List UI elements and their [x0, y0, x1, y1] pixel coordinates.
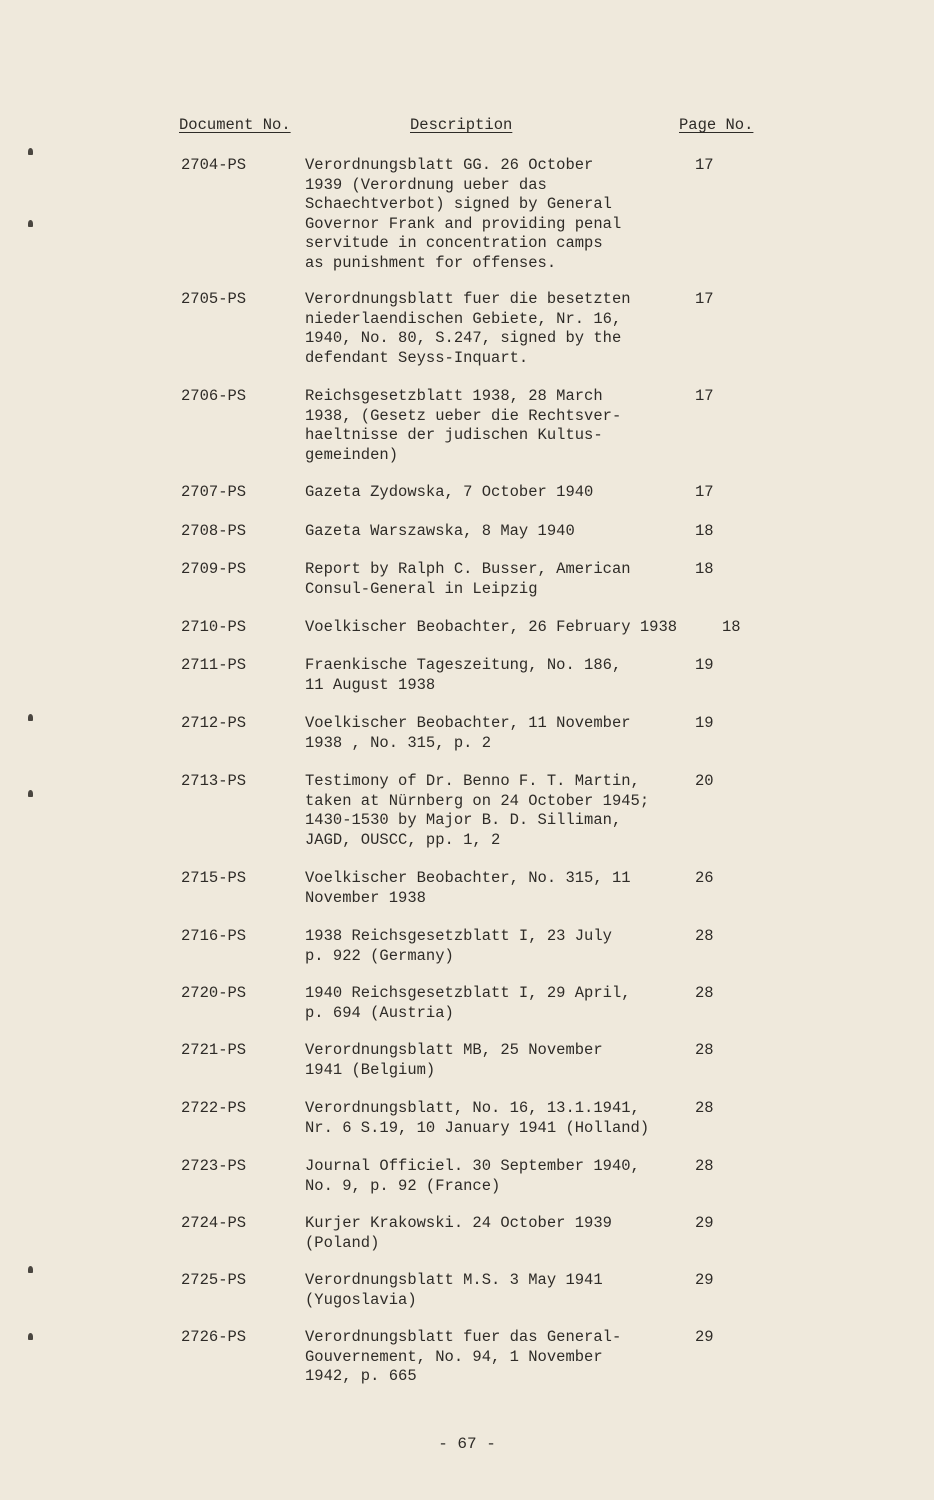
margin-ink-mark: [28, 1333, 33, 1340]
page-number: 26: [695, 869, 714, 887]
margin-ink-mark: [28, 790, 33, 797]
header-description: Description: [410, 116, 513, 134]
document-number: 2722-PS: [181, 1099, 247, 1117]
footer-page-number: - 67 -: [438, 1435, 496, 1453]
description: Verordnungsblatt GG. 26 October 1939 (Verordnung ueber das Schaechtverbot) signed by General Governor Frank and providing penal servitude in concentration camps as punishment for offenses.: [305, 156, 622, 272]
page-number: 19: [695, 656, 714, 674]
document-number: 2715-PS: [181, 869, 247, 887]
description: Voelkischer Beobachter, 11 November 1938 , No. 315, p. 2: [305, 714, 631, 752]
margin-ink-mark: [28, 1266, 33, 1273]
page-number: 17: [695, 156, 714, 174]
document-number: 2724-PS: [181, 1214, 247, 1232]
document-number: 2720-PS: [181, 984, 247, 1002]
document-number: 2709-PS: [181, 560, 247, 578]
document-number: 2704-PS: [181, 156, 247, 174]
page-number: 20: [695, 772, 714, 790]
description: Testimony of Dr. Benno F. T. Martin, taken at Nürnberg on 24 October 1945; 1430-1530 by Major B. D. Silliman, JAGD, OUSCC, pp. 1, 2: [305, 772, 650, 849]
page-number: 17: [695, 483, 714, 501]
document-number: 2710-PS: [181, 618, 247, 636]
document-number: 2721-PS: [181, 1041, 247, 1059]
page-number: 19: [695, 714, 714, 732]
page-number: 28: [695, 984, 714, 1002]
page-number: 29: [695, 1214, 714, 1232]
description: Reichsgesetzblatt 1938, 28 March 1938, (Gesetz ueber die Rechtsver- haeltnisse der judischen Kultus- gemeinden): [305, 387, 622, 464]
document-number: 2713-PS: [181, 772, 247, 790]
document-number: 2711-PS: [181, 656, 247, 674]
document-number: 2707-PS: [181, 483, 247, 501]
description: Voelkischer Beobachter, No. 315, 11 November 1938: [305, 869, 631, 907]
margin-ink-mark: [28, 148, 33, 155]
page-number: 17: [695, 387, 714, 405]
page-number: 18: [695, 560, 714, 578]
page-number: 28: [695, 1099, 714, 1117]
page-number: 29: [695, 1271, 714, 1289]
page-number: 28: [695, 1041, 714, 1059]
description: Verordnungsblatt MB, 25 November 1941 (Belgium): [305, 1041, 603, 1079]
header-page-no: Page No.: [679, 116, 754, 134]
description: 1938 Reichsgesetzblatt I, 23 July p. 922 (Germany): [305, 927, 612, 965]
description: Gazeta Zydowska, 7 October 1940: [305, 483, 594, 501]
document-number: 2706-PS: [181, 387, 247, 405]
description: Kurjer Krakowski. 24 October 1939 (Poland): [305, 1214, 612, 1252]
description: Verordnungsblatt fuer das General- Gouvernement, No. 94, 1 November 1942, p. 665: [305, 1328, 622, 1385]
description: Verordnungsblatt M.S. 3 May 1941 (Yugoslavia): [305, 1271, 603, 1309]
document-number: 2716-PS: [181, 927, 247, 945]
page-number: 18: [695, 522, 714, 540]
document-number: 2725-PS: [181, 1271, 247, 1289]
description: Voelkischer Beobachter, 26 February 1938: [305, 618, 678, 636]
margin-ink-mark: [28, 714, 33, 721]
description: Verordnungsblatt fuer die besetzten niederlaendischen Gebiete, Nr. 16, 1940, No. 80, S.247, signed by the defendant Seyss-Inquart.: [305, 290, 631, 367]
document-number: 2726-PS: [181, 1328, 247, 1346]
margin-ink-mark: [28, 220, 33, 227]
page-number: 28: [695, 927, 714, 945]
page-number: 17: [695, 290, 714, 308]
document-number: 2712-PS: [181, 714, 247, 732]
document-number: 2723-PS: [181, 1157, 247, 1175]
page-number: 29: [695, 1328, 714, 1346]
document-number: 2708-PS: [181, 522, 247, 540]
description: Journal Officiel. 30 September 1940, No. 9, p. 92 (France): [305, 1157, 640, 1195]
description: Report by Ralph C. Busser, American Consul-General in Leipzig: [305, 560, 631, 598]
description: Verordnungsblatt, No. 16, 13.1.1941, Nr. 6 S.19, 10 January 1941 (Holland): [305, 1099, 650, 1137]
description: Fraenkische Tageszeitung, No. 186, 11 August 1938: [305, 656, 622, 694]
page-number: 18: [722, 618, 741, 636]
header-document-no: Document No.: [179, 116, 291, 134]
page-number: 28: [695, 1157, 714, 1175]
document-number: 2705-PS: [181, 290, 247, 308]
description: 1940 Reichsgesetzblatt I, 29 April, p. 694 (Austria): [305, 984, 631, 1022]
description: Gazeta Warszawska, 8 May 1940: [305, 522, 575, 540]
